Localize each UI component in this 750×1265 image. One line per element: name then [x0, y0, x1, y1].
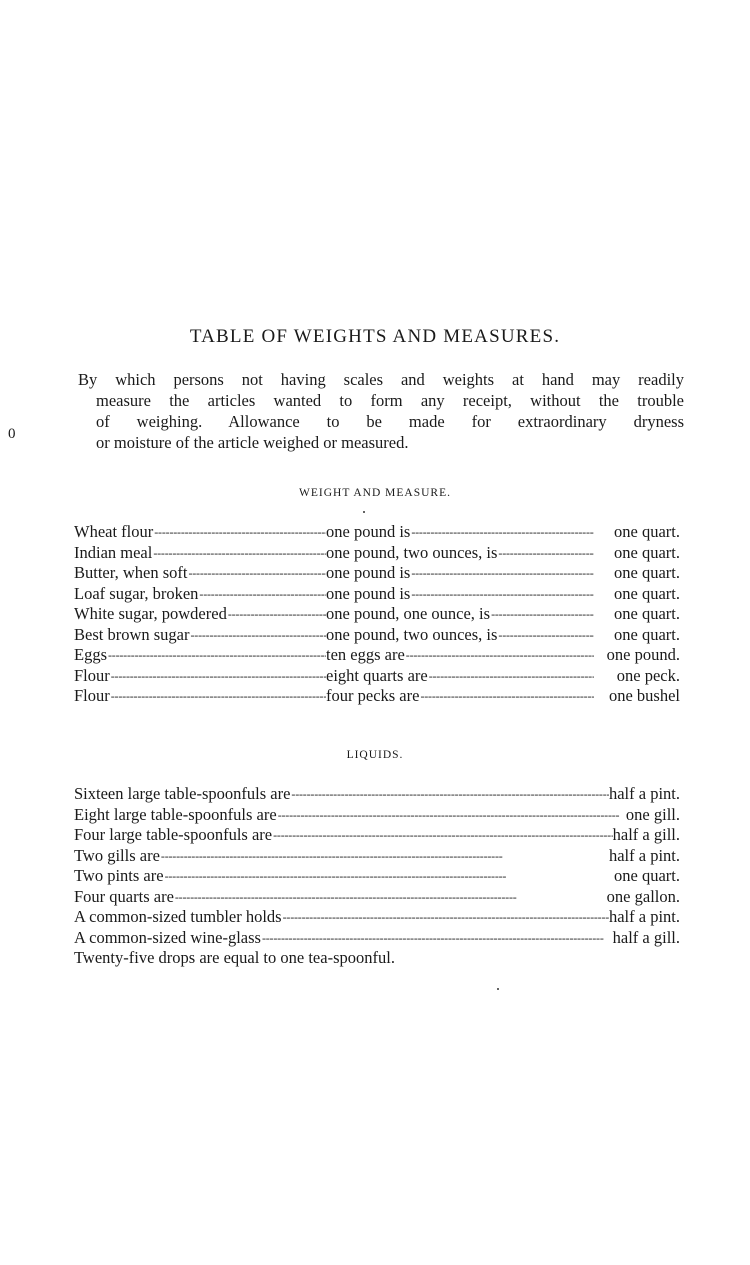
measure-cell: Four large table-spoonfuls are	[74, 825, 273, 844]
table-row	[74, 543, 680, 564]
article-cell: Wheat flour	[74, 522, 154, 541]
dot-leader	[277, 805, 626, 826]
dot-leader	[160, 846, 609, 867]
article-cell: White sugar, powdered	[74, 604, 227, 623]
table-row	[74, 866, 680, 887]
dot-leader	[405, 645, 594, 666]
quantity-cell: one pound, two ounces, is	[326, 542, 498, 562]
article-cell: Butter, when soft	[74, 563, 188, 582]
article-cell: Loaf sugar, broken	[74, 583, 199, 603]
intro-line: or moisture of the article weighed or measured.	[96, 433, 409, 452]
quantity-cell: ten eggs are	[326, 645, 405, 664]
weight-and-measure-table	[74, 522, 680, 707]
liquids-footer-line: Twenty-five drops are equal to one tea-spoonful.	[74, 948, 395, 967]
dot-leader	[174, 887, 607, 908]
print-speck	[497, 988, 499, 990]
dot-leader	[153, 522, 326, 543]
dot-leader	[497, 625, 594, 646]
equals-cell: half a gill.	[612, 927, 680, 947]
measure-cell: Four quarts are	[74, 886, 174, 906]
dot-leader	[282, 907, 609, 928]
article-cell: Flour	[74, 665, 110, 685]
equals-cell: one peck.	[616, 665, 680, 685]
dot-leader	[261, 928, 613, 949]
dot-leader	[490, 604, 594, 625]
print-speck	[363, 511, 365, 513]
quantity-cell: eight quarts are	[326, 665, 428, 685]
dot-leader	[198, 584, 326, 605]
table-row	[74, 625, 680, 646]
dot-leader	[272, 825, 613, 846]
table-row	[74, 907, 680, 928]
equals-cell: half a gill.	[612, 825, 680, 844]
dot-leader	[410, 522, 594, 543]
dot-leader	[428, 666, 594, 687]
quantity-cell: one pound is	[326, 583, 411, 603]
table-row	[74, 686, 680, 707]
intro-line: By which persons not having scales and weights at hand may readily	[78, 370, 684, 389]
measure-cell: A common-sized tumbler holds	[74, 907, 282, 926]
dot-leader	[497, 543, 594, 564]
dot-leader	[107, 645, 326, 666]
dot-leader	[227, 604, 326, 625]
dot-leader	[410, 584, 594, 605]
equals-cell: one quart.	[614, 866, 680, 885]
quantity-cell: one pound is	[326, 522, 411, 541]
table-row	[74, 887, 680, 908]
quantity-cell: one pound, one ounce, is	[326, 604, 491, 623]
dot-leader	[110, 666, 326, 687]
intro-paragraph	[78, 369, 684, 453]
liquids-table	[74, 784, 680, 969]
measure-cell: Eight large table-spoonfuls are	[74, 804, 277, 824]
equals-cell: one gill.	[625, 804, 680, 824]
weight-and-measure-heading: WEIGHT AND MEASURE.	[299, 487, 451, 499]
dot-leader	[110, 686, 326, 707]
margin-mark: 0	[8, 426, 16, 442]
equals-cell: half a pint.	[608, 907, 680, 926]
table-row	[74, 928, 680, 949]
table-row	[74, 563, 680, 584]
quantity-cell: one pound is	[326, 563, 411, 582]
table-row	[74, 846, 680, 867]
measure-cell: A common-sized wine-glass	[74, 927, 261, 947]
article-cell: Flour	[74, 686, 110, 705]
article-cell: Best brown sugar	[74, 624, 190, 644]
table-row	[74, 584, 680, 605]
dot-leader	[410, 563, 594, 584]
table-row	[74, 825, 680, 846]
table-row	[74, 604, 680, 625]
equals-cell: one quart.	[614, 542, 680, 562]
equals-cell: one quart.	[614, 624, 680, 644]
measure-cell: Two pints are	[74, 866, 164, 885]
equals-cell: one bushel	[608, 686, 680, 705]
dot-leader	[187, 563, 326, 584]
measure-cell: Sixteen large table-spoonfuls are	[74, 784, 291, 803]
equals-cell: one quart.	[614, 583, 680, 603]
equals-cell: half a pint.	[608, 845, 680, 865]
equals-cell: one quart.	[614, 604, 680, 623]
equals-cell: half a pint.	[608, 784, 680, 803]
dot-leader	[164, 866, 614, 887]
article-cell: Eggs	[74, 645, 107, 664]
table-row	[74, 645, 680, 666]
table-row	[74, 522, 680, 543]
equals-cell: one quart.	[614, 522, 680, 541]
intro-line: measure the articles wanted to form any receipt, without the trouble	[96, 391, 684, 410]
dot-leader	[189, 625, 326, 646]
intro-line: of weighing. Allowance to be made for extraordinary dryness	[96, 412, 684, 431]
page-title: TABLE OF WEIGHTS AND MEASURES.	[189, 326, 561, 347]
quantity-cell: one pound, two ounces, is	[326, 624, 498, 644]
equals-cell: one quart.	[614, 563, 680, 582]
equals-cell: one pound.	[606, 645, 680, 664]
liquids-heading: LIQUIDS.	[346, 749, 404, 761]
dot-leader	[152, 543, 326, 564]
measure-cell: Two gills are	[74, 845, 160, 865]
dot-leader	[290, 784, 609, 805]
equals-cell: one gallon.	[606, 886, 680, 906]
article-cell: Indian meal	[74, 542, 153, 562]
table-row	[74, 784, 680, 805]
dot-leader	[419, 686, 594, 707]
table-row	[74, 805, 680, 826]
quantity-cell: four pecks are	[326, 686, 420, 705]
table-row	[74, 666, 680, 687]
